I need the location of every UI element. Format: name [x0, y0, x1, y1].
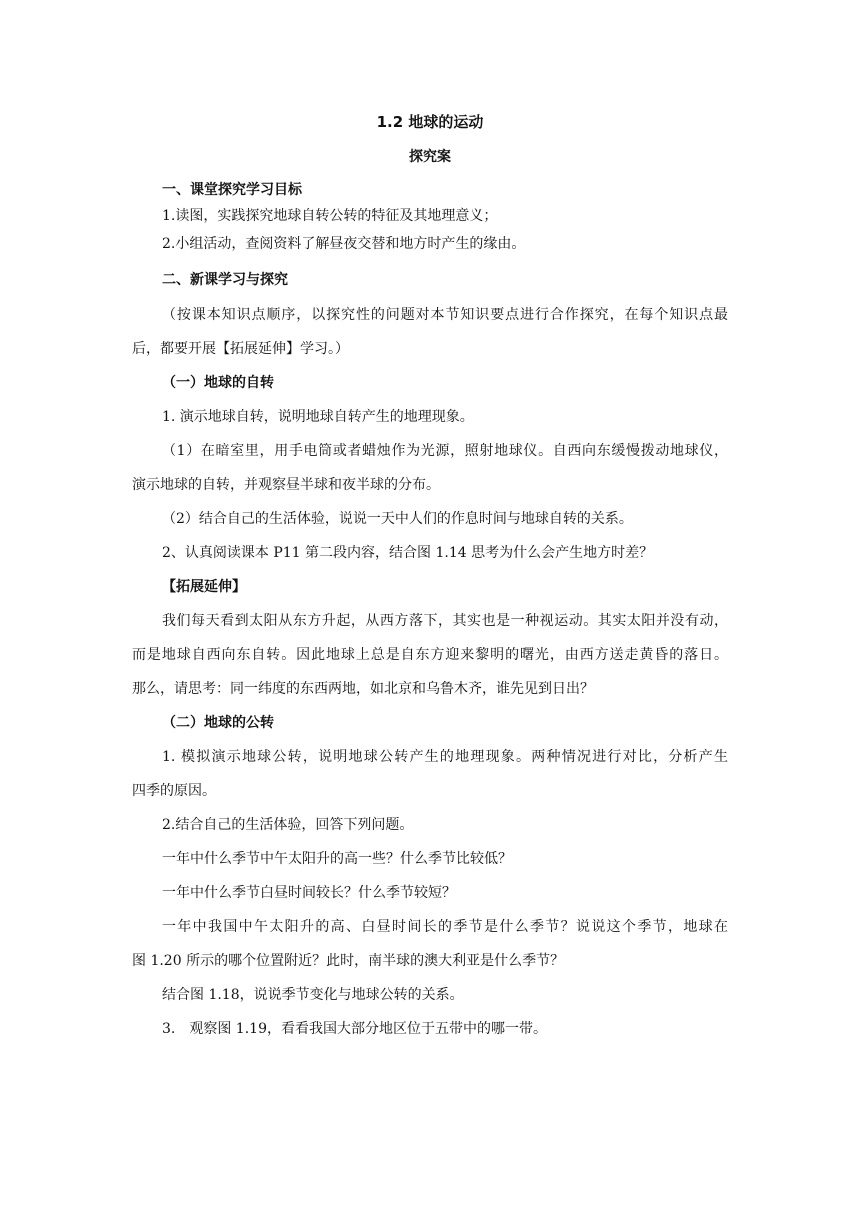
- part1-question-1: 1. 演示地球自转，说明地球自转产生的地理现象。: [162, 409, 474, 425]
- part2-q2-b: 一年中什么季节白昼时间较长？什么季节较短？: [162, 885, 456, 901]
- part1-q1-sub2: （2）结合自己的生活体验，说说一天中人们的作息时间与地球自转的关系。: [162, 511, 633, 527]
- part2-q1-line2: 四季的原因。: [132, 783, 216, 799]
- part1-q1-sub1-line1: （1）在暗室里，用手电筒或者蜡烛作为光源，照射地球仪。自西向东缓慢拨动地球仪，: [162, 443, 728, 459]
- part2-q2-c-line1: 一年中我国中午太阳升的高、白昼时间长的季节是什么季节？说说这个季节，地球在: [162, 919, 728, 935]
- section1-heading: 一、课堂探究学习目标: [162, 182, 302, 198]
- extension-line-2: 而是地球自西向东自转。因此地球上总是自东方迎来黎明的曙光，由西方送走黄昏的落日。: [132, 647, 728, 663]
- part2-q2-d: 结合图 1.18，说说季节变化与地球公转的关系。: [162, 987, 464, 1003]
- section1-item-2: 2.小组活动，查阅资料了解昼夜交替和地方时产生的缘由。: [162, 236, 526, 252]
- part2-q1-line1: 1. 模拟演示地球公转，说明地球公转产生的地理现象。两种情况进行对比，分析产生: [162, 749, 728, 765]
- section2-intro-line1: （按课本知识点顺序，以探究性的问题对本节知识要点进行合作探究，在每个知识点最: [162, 307, 728, 323]
- part2-question-2: 2.结合自己的生活体验，回答下列问题。: [162, 817, 414, 833]
- extension-line-1: 我们每天看到太阳从东方升起，从西方落下，其实也是一种视运动。其实太阳并没有动，: [162, 613, 728, 629]
- section1-item-1: 1.读图，实践探究地球自转公转的特征及其地理意义；: [162, 208, 498, 224]
- part2-heading: （二）地球的公转: [162, 715, 274, 731]
- part2-q2-c-line2: 图 1.20 所示的哪个位置附近？此时，南半球的澳大利亚是什么季节？: [132, 953, 565, 969]
- extension-heading: 【拓展延伸】: [162, 579, 246, 595]
- section2-heading: 二、新课学习与探究: [162, 272, 288, 288]
- section2-intro-line2: 后，都要开展【拓展延伸】学习。）: [132, 341, 349, 357]
- extension-line-3: 那么，请思考：同一纬度的东西两地，如北京和乌鲁木齐，谁先见到日出？: [132, 681, 594, 697]
- part1-heading: （一）地球的自转: [162, 375, 274, 391]
- part2-question-3: 3. 观察图 1.19，看看我国大部分地区位于五带中的哪一带。: [162, 1021, 547, 1037]
- page-title: 1.2 地球的运动: [376, 113, 484, 131]
- page-subtitle: 探究案: [409, 149, 451, 165]
- part1-question-2: 2、认真阅读课本 P11 第二段内容，结合图 1.14 思考为什么会产生地方时差？: [162, 545, 654, 561]
- part2-q2-a: 一年中什么季节中午太阳升的高一些？什么季节比较低？: [162, 851, 512, 867]
- part1-q1-sub1-line2: 演示地球的自转，并观察昼半球和夜半球的分布。: [132, 477, 440, 493]
